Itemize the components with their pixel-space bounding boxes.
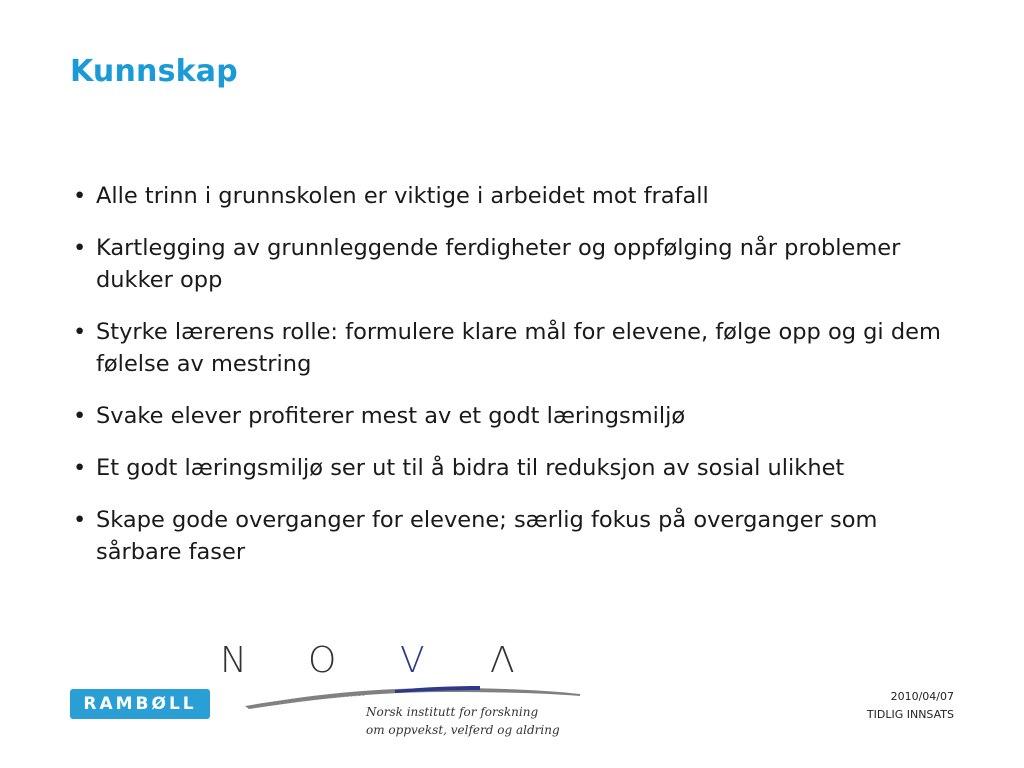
- slide-title: Kunnskap: [70, 54, 238, 89]
- nova-logo: [220, 640, 560, 740]
- bullet-text: Alle trinn i grunnskolen er viktige i arbeidet mot frafall: [96, 183, 709, 209]
- nova-letter-a: Λ: [490, 640, 515, 681]
- bullet-text: Styrke lærerens rolle: formulere klare mål for elevene, følge opp og gi dem følelse av mestring: [96, 319, 941, 377]
- nova-letter-o: O: [308, 640, 337, 681]
- bullet-dot: •: [73, 403, 87, 429]
- bullet-text: Svake elever profiterer mest av et godt læringsmiljø: [96, 403, 686, 429]
- ramboll-logo-text: RAMBØLL: [83, 694, 197, 714]
- bullet-dot: •: [73, 235, 87, 261]
- nova-tagline-line-2: om oppvekst, velferd og aldring: [366, 723, 560, 737]
- nova-tagline-line-1: Norsk institutt for forskning: [366, 705, 539, 719]
- bullet-item: [72, 452, 952, 484]
- ramboll-logo: [70, 689, 210, 719]
- bullet-item: [72, 232, 952, 296]
- bullet-text: Skape gode overganger for elevene; særlig fokus på overganger som sårbare faser: [96, 507, 878, 565]
- nova-letter-n: N: [220, 640, 247, 681]
- nova-letters: [220, 640, 540, 684]
- bullet-item: [72, 400, 952, 432]
- bullet-text: Et godt læringsmiljø ser ut til å bidra til reduksjon av sosial ulikhet: [96, 455, 845, 481]
- bullet-dot: •: [73, 183, 87, 209]
- footer-info: [867, 688, 954, 724]
- footer-date: 2010/04/07: [890, 690, 954, 703]
- bullet-item: [72, 316, 952, 380]
- bullet-item: [72, 180, 952, 212]
- bullet-dot: •: [73, 507, 87, 533]
- bullet-dot: •: [73, 455, 87, 481]
- bullet-dot: •: [73, 319, 87, 345]
- bullet-item: [72, 504, 952, 568]
- bullet-list: [72, 180, 952, 588]
- nova-tagline: [366, 703, 560, 739]
- nova-letter-v: V: [400, 640, 425, 681]
- footer-label: TIDLIG INNSATS: [866, 708, 954, 721]
- bullet-text: Kartlegging av grunnleggende ferdigheter og oppfølging når problemer dukker opp: [96, 235, 901, 293]
